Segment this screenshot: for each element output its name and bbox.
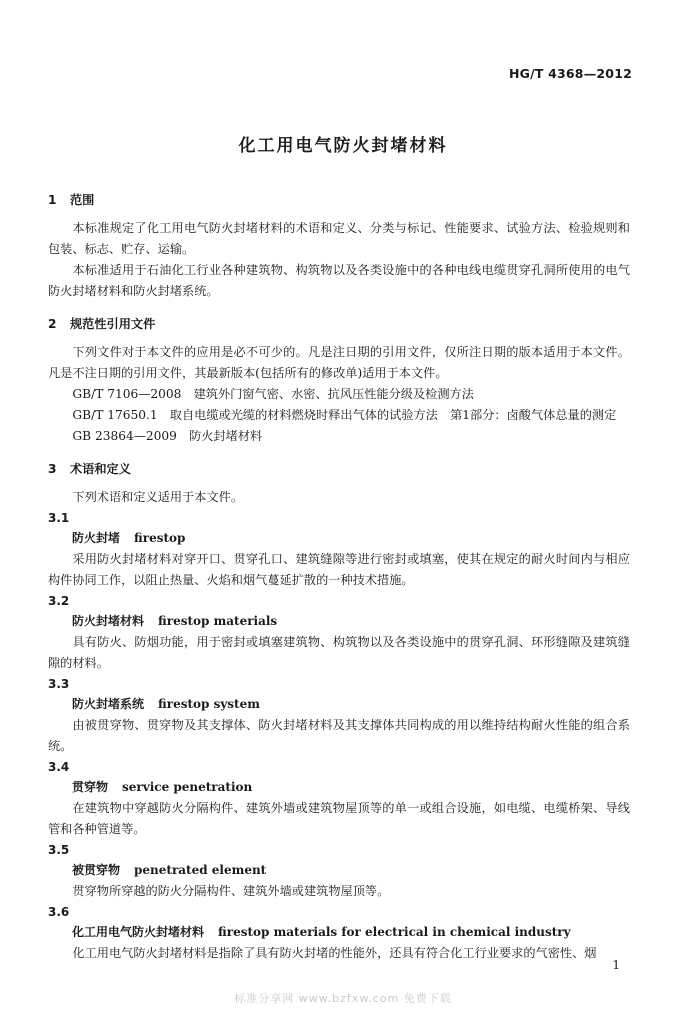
term-number: 3.1 [48,511,70,525]
term-name-zh: 被贯穿物 [72,863,121,877]
section-heading-normative [48,314,630,334]
term-name [48,694,630,715]
term-entry [48,508,630,591]
page-number: 1 [612,958,620,972]
term-entry [48,757,630,840]
scope-paragraph: 本标准规定了化工用电气防火封堵材料的术语和定义、分类与标记、性能要求、试验方法、检验规则和包装、标志、贮存、运输。 [48,221,630,256]
term-name-en: service penetration [122,780,253,794]
term-name-zh: 贯穿物 [72,780,109,794]
normative-intro: 下列文件对于本文件的应用是必不可少的。凡是注日期的引用文件，仅所注日期的版本适用于本文件。凡是不注日期的引用文件，其最新版本(包括所有的修改单)适用于本文件。 [48,345,630,380]
reference-item: GB/T 7106—2008 建筑外门窗气密、水密、抗风压性能分级及检测方法 [72,387,474,401]
term-entry [48,674,630,757]
section-title: 规范性引用文件 [70,317,156,331]
term-name-zh: 防火封堵系统 [72,697,145,711]
term-entry [48,902,630,964]
watermark-text: 标准分享网 www.bzfxw.com 免费下载 [234,992,452,1005]
section-title: 术语和定义 [70,462,131,476]
term-name-en: firestop materials for electrical in chemical industry [218,925,571,939]
term-number: 3.5 [48,843,70,857]
term-name-en: firestop [134,531,186,545]
term-name [48,922,630,943]
term-name-zh: 防火封堵材料 [72,614,145,628]
section-number: 3 [48,462,57,476]
term-name-en: firestop system [158,697,260,711]
document-body [48,190,630,964]
term-name [48,777,630,798]
reference-item: GB 23864—2009 防火封堵材料 [72,429,263,443]
term-definition: 在建筑物中穿越防火分隔构件、建筑外墙或建筑物屋顶等的单一或组合设施，如电缆、电缆桥架、导线管和各种管道等。 [48,801,630,836]
term-name-en: penetrated element [134,863,267,877]
term-definition: 采用防火封堵材料对穿开口、贯穿孔口、建筑缝隙等进行密封或填塞，使其在规定的耐火时间内与相应构件协同工作，以阻止热量、火焰和烟气蔓延扩散的一种技术措施。 [48,552,630,587]
term-number: 3.3 [48,677,70,691]
standard-code: HG/T 4368—2012 [508,66,632,81]
term-name [48,860,630,881]
term-definition: 化工用电气防火封堵材料是指除了具有防火封堵的性能外，还具有符合化工行业要求的气密性、烟 [72,946,597,960]
section-heading-terms [48,459,630,479]
term-name-zh: 化工用电气防火封堵材料 [72,925,205,939]
section-title: 范围 [70,193,95,207]
term-definition: 贯穿物所穿越的防火分隔构件、建筑外墙或建筑物屋顶等。 [72,884,390,898]
document-title: 化工用电气防火封堵材料 [238,136,448,156]
term-definition: 由被贯穿物、贯穿物及其支撑体、防火封堵材料及其支撑体共同构成的用以维持结构耐火性能的组合系统。 [48,718,630,753]
term-entry [48,840,630,902]
term-name-zh: 防火封堵 [72,531,121,545]
term-entry [48,591,630,674]
term-number: 3.6 [48,905,70,919]
section-number: 1 [48,193,57,207]
section-heading-scope [48,190,630,210]
term-name [48,611,630,632]
term-number: 3.2 [48,594,70,608]
term-name [48,528,630,549]
reference-item: GB/T 17650.1 取自电缆或光缆的材料燃烧时释出气体的试验方法 第1部分：卤酸气体总量的测定 [72,408,617,422]
term-number: 3.4 [48,760,70,774]
section-number: 2 [48,317,57,331]
term-name-en: firestop materials [158,614,278,628]
terms-intro: 下列术语和定义适用于本文件。 [72,490,244,504]
term-definition: 具有防火、防烟功能，用于密封或填塞建筑物、构筑物以及各类设施中的贯穿孔洞、环形缝隙及建筑缝隙的材料。 [48,635,630,670]
scope-paragraph: 本标准适用于石油化工行业各种建筑物、构筑物以及各类设施中的各种电线电缆贯穿孔洞所使用的电气防火封堵材料和防火封堵系统。 [48,263,630,298]
